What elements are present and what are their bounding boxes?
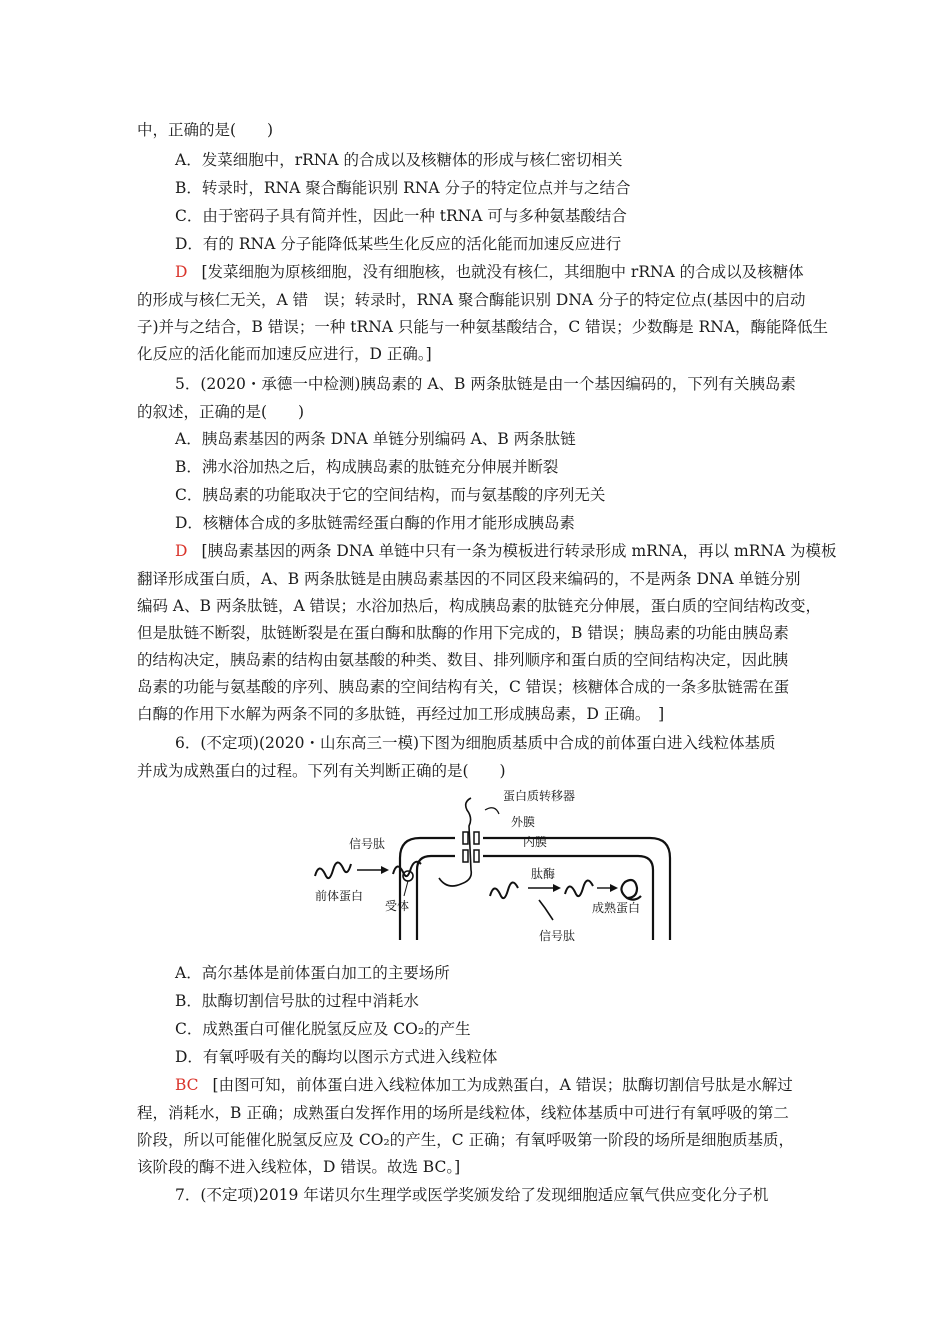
mature-protein-shape [621,880,641,900]
precursor-protein-shape [315,862,351,878]
q6-option-c: C．成熟蛋白可催化脱氢反应及 CO₂的产生 [175,1020,471,1038]
q6-option-a: A．高尔基体是前体蛋白加工的主要场所 [175,964,450,982]
transporter-inner-left [463,850,468,862]
q5-stem-2: 的叙述，正确的是( ) [137,403,305,421]
q4-explanation-4: 化反应的活化能而加速反应进行，D 正确。] [137,345,432,363]
q5-option-d: D．核糖体合成的多肽链需经蛋白酶的作用才能形成胰岛素 [175,514,575,532]
label-receptor: 受体 [385,899,410,913]
label-outer-membrane: 外膜 [511,815,536,829]
q6-explanation-4: 该阶段的酶不进入线粒体，D 错误。故选 BC。] [137,1158,461,1176]
q5-option-a: A．胰岛素基因的两条 DNA 单链分别编码 A、B 两条肽链 [175,430,576,448]
mitochondria-import-diagram [305,788,675,948]
outer-membrane-left [400,838,455,940]
q4-stem-tail: 中，正确的是( ) [137,121,274,139]
q6-option-d: D．有氧呼吸有关的酶均以图示方式进入线粒体 [175,1048,498,1066]
label-signal-peptide: 信号肽 [349,837,386,851]
q5-explanation-1: [胰岛素基因的两条 DNA 单链中只有一条为模板进行转录形成 mRNA，再以 mRNA 为模板 [201,542,837,560]
q5-answer: D [175,542,188,560]
released-signal-peptide-shape [539,900,553,920]
q5-option-c: C．胰岛素的功能取决于它的空间结构，而与氨基酸的序列无关 [175,486,606,504]
q4-explanation-1: [发菜细胞为原核细胞，没有细胞核，也就没有核仁，其细胞中 rRNA 的合成以及核糖体 [201,263,804,281]
label-precursor-protein: 前体蛋白 [315,889,364,903]
transporter-pointer [485,808,499,814]
q4-explanation-3: 子)并与之结合，B 错误；一种 tRNA 只能与一种氨基酸结合，C 错误；少数酶是 RNA，酶能降低生 [137,318,829,336]
arrow-1-head [381,866,389,874]
arrow-2-head [553,884,561,892]
q5-explanation-4: 但是肽链不断裂，肽链断裂是在蛋白酶和肽酶的作用下完成的，B 错误；胰岛素的功能由胰岛素 [137,624,789,642]
q4-option-b: B．转录时，RNA 聚合酶能识别 RNA 分子的特定位点并与之结合 [175,179,631,197]
q6-stem-2: 并成为成熟蛋白的过程。下列有关判断正确的是( ) [137,762,506,780]
label-peptidase: 肽酶 [531,867,556,881]
q4-option-a: A．发菜细胞中，rRNA 的合成以及核糖体的形成与核仁密切相关 [175,151,623,169]
outer-membrane-right [483,838,670,940]
q6-answer: BC [175,1076,199,1094]
transporter-inner-right [474,850,479,862]
cleaved-protein-shape [565,880,593,896]
q6-stem-1: 6．(不定项)(2020・山东高三一模)下图为细胞质基质中合成的前体蛋白进入线粒体基质 [175,734,776,752]
q5-explanation-7: 白酶的作用下水解为两条不同的多肽链，再经过加工形成胰岛素，D 正确。 ] [137,705,665,723]
q5-explanation-2: 翻译形成蛋白质，A、B 两条肽链是由胰岛素基因的不同区段来编码的，不是两条 DNA 单链分别 [137,570,801,588]
label-mature-protein: 成熟蛋白 [592,901,641,915]
q6-answer-line [175,1075,793,1095]
q6-option-b: B．肽酶切割信号肽的过程中消耗水 [175,992,419,1010]
transporter-outer-left [463,832,468,844]
q7-stem: 7．(不定项)2019 年诺贝尔生理学或医学奖颁发给了发现细胞适应氧气供应变化分子机 [175,1186,769,1204]
q6-explanation-2: 程，消耗水，B 正确；成熟蛋白发挥作用的场所是线粒体，线粒体基质中可进行有氧呼吸的第二 [137,1104,789,1122]
q5-answer-line [175,541,837,561]
q6-explanation-3: 阶段，所以可能催化脱氢反应及 CO₂的产生，C 正确；有氧呼吸第一阶段的场所是细胞质基质， [137,1131,794,1149]
q5-explanation-3: 编码 A、B 两条肽链，A 错误；水浴加热后，构成胰岛素的肽链充分伸展，蛋白质的空间结构改变， [137,597,822,615]
arrow-3-head [610,884,618,892]
label-inner-membrane: 内膜 [523,835,548,849]
label-transporter: 蛋白质转移器 [503,789,576,803]
label-signal-peptide-2: 信号肽 [539,929,576,943]
receptor-pointer [404,881,408,896]
q4-answer-line [175,262,804,282]
q4-option-c: C．由于密码子具有简并性，因此一种 tRNA 可与多种氨基酸结合 [175,207,627,225]
inner-membrane-left [417,856,455,940]
q5-option-b: B．沸水浴加热之后，构成胰岛素的肽链充分伸展并断裂 [175,458,559,476]
q6-explanation-1: [由图可知，前体蛋白进入线粒体加工为成熟蛋白，A 错误；肽酶切割信号肽是水解过 [212,1076,793,1094]
q5-explanation-5: 的结构决定，胰岛素的结构由氨基酸的种类、数目、排列顺序和蛋白质的空间结构决定，因此胰 [137,651,789,669]
q4-explanation-2: 的形成与核仁无关，A 错 误；转录时，RNA 聚合酶能识别 DNA 分子的特定位点(基因中的启动 [137,291,806,309]
q4-answer: D [175,263,188,281]
matrix-protein-shape [490,882,518,898]
q5-explanation-6: 岛素的功能与氨基酸的序列、胰岛素的空间结构有关，C 错误；核糖体合成的一条多肽链需在蛋 [137,678,790,696]
q4-option-d: D．有的 RNA 分子能降低某些生化反应的活化能而加速反应进行 [175,235,622,253]
q5-stem-1: 5．(2020・承德一中检测)胰岛素的 A、B 两条肽链是由一个基因编码的，下列有关胰岛素 [175,375,796,393]
transporter-outer-right [474,832,479,844]
